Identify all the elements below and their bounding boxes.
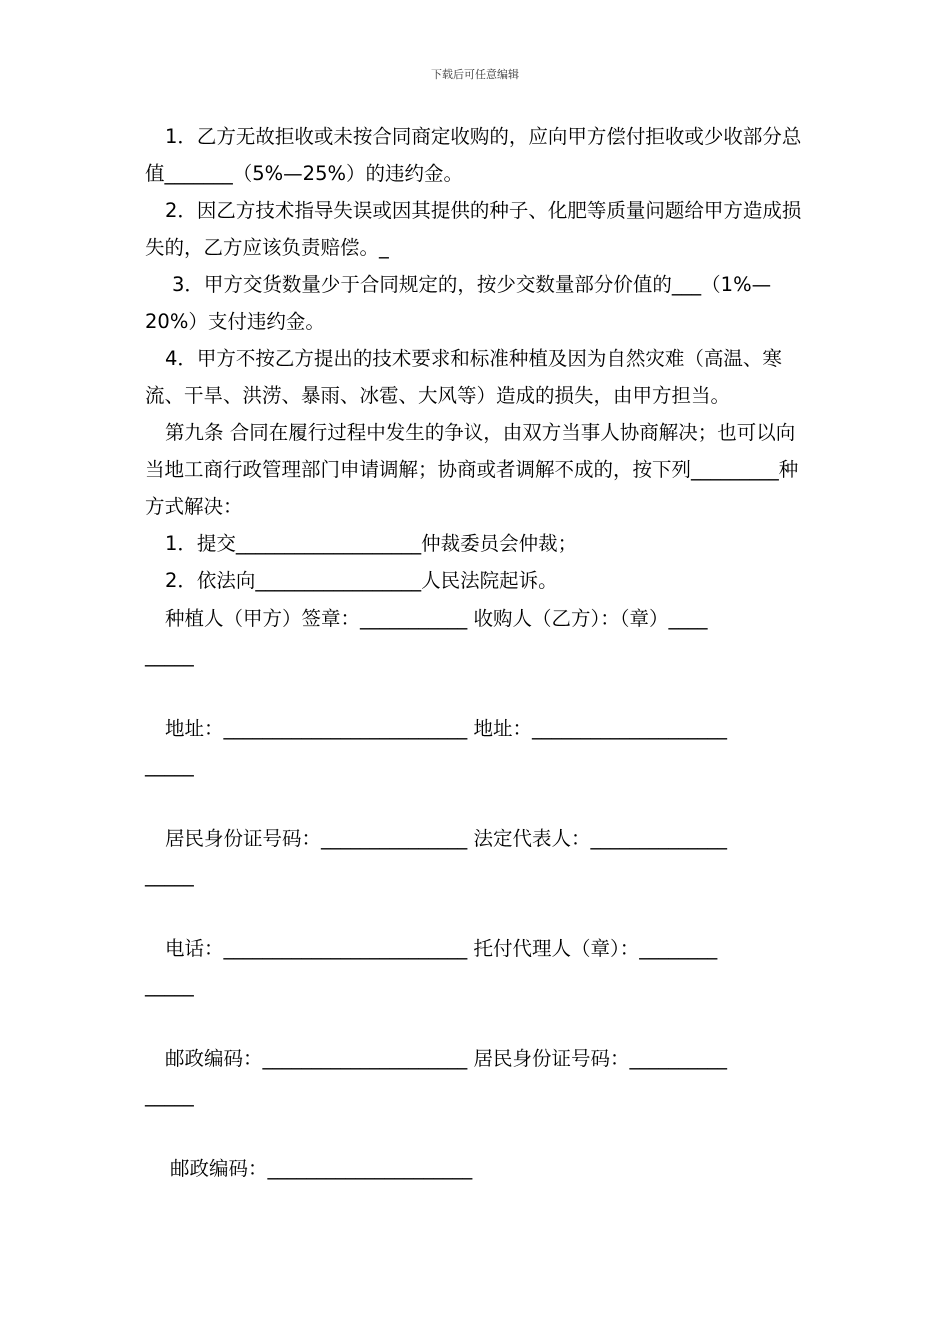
signature-row-address: 地址：_________________________ 地址：____________________ — [165, 717, 727, 740]
signature-row-grower: 种植人（甲方）签章：___________ 收购人（乙方）：（章）____ — [165, 607, 708, 630]
option-court: 2．依法向_________________人民法院起诉。 — [165, 569, 558, 592]
signature-block — [145, 600, 808, 1187]
page-header: 下载后可任意编辑 — [431, 68, 519, 81]
clause-3: 3．甲方交货数量少于合同规定的，按少交数量部分价值的___（1%—20%）支付违约金。 — [145, 273, 772, 333]
signature-row-id: 居民身份证号码：_______________ 法定代表人：______________ — [165, 827, 727, 850]
document-body — [145, 118, 808, 1187]
signature-row-postcode: 邮政编码：_____________________ 居民身份证号码：__________ — [165, 1047, 727, 1070]
signature-row-address-tail: _____ — [145, 754, 194, 777]
signature-row-id-tail: _____ — [145, 864, 194, 887]
clause-2: 2．因乙方技术指导失误或因其提供的种子、化肥等质量问题给甲方造成损失的，乙方应该负责赔偿。_ — [145, 199, 802, 259]
signature-row-postcode-2: 邮政编码：_____________________ — [170, 1157, 473, 1180]
clause-1: 1．乙方无故拒收或未按合同商定收购的，应向甲方偿付拒收或少收部分总值_______（5%—25%）的违约金。 — [145, 125, 802, 185]
option-arbitration: 1．提交___________________仲裁委员会仲裁； — [165, 532, 578, 555]
article-9: 第九条 合同在履行过程中发生的争议，由双方当事人协商解决；也可以向当地工商行政管理部门申请调解；协商或者调解不成的，按下列_________种方式解决： — [145, 421, 799, 518]
signature-row-phone-tail: _____ — [145, 974, 194, 997]
clause-4: 4．甲方不按乙方提出的技术要求和标准种植及因为自然灾难（高温、寒流、干旱、洪涝、暴雨、冰雹、大风等）造成的损失，由甲方担当。 — [145, 347, 782, 407]
signature-row-phone: 电话：_________________________ 托付代理人（章）：________ — [165, 937, 718, 960]
signature-row-postcode-tail: _____ — [145, 1084, 194, 1107]
signature-row-grower-tail: _____ — [145, 644, 194, 667]
